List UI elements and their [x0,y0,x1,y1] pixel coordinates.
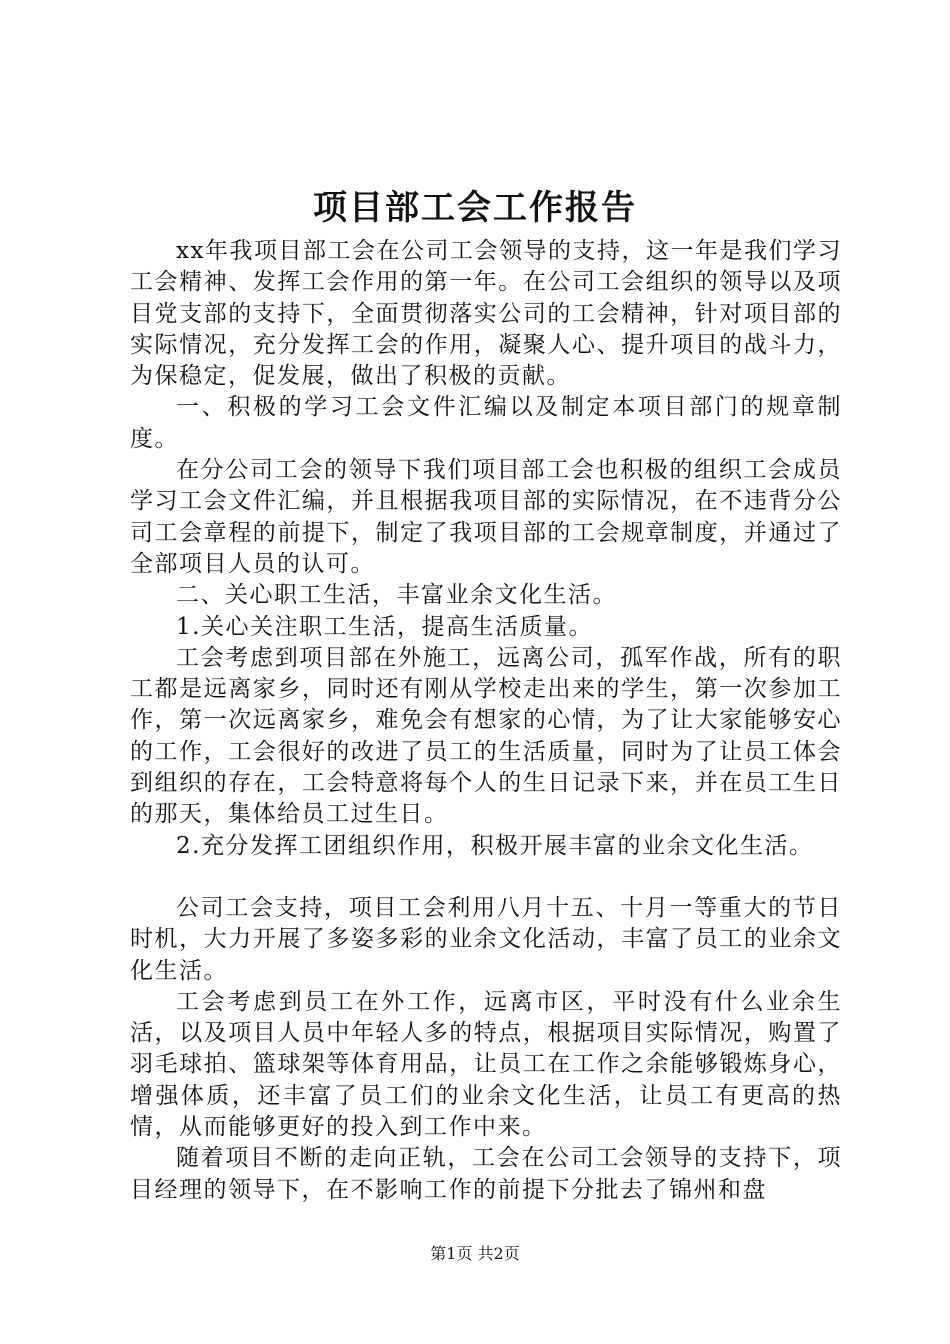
page-footer: 第1页 共2页 [430,1244,520,1263]
paragraph-rules: 在分公司工会的领导下我们项目部工会也积极的组织工会成员学习工会文件汇编，并且根据我项目部的实际情况，在不违背分公司工会章程的前提下，制定了我项目部的工会规章制度，并通过了全部项目人员的认可。 [130,457,842,577]
section-heading-2: 二、关心职工生活，丰富业余文化生活。 [176,582,617,609]
section-heading-1: 一、积极的学习工会文件汇编以及制定本项目部门的规章制度。 [130,394,842,452]
paragraph-living-quality: 工会考虑到项目部在外施工，远离公司，孤军作战，所有的职工都是远离家乡，同时还有刚从学校走出来的学生，第一次参加工作，第一次远离家乡，难免会有想家的心情，为了让大家能够安心的工作，工会很好的改进了员工的生活质量，同时为了让员工体会到组织的存在，工会特意将每个人的生日记录下来，并在员工生日的那天，集体给员工过生日。 [130,644,842,828]
paragraph-intro: xx年我项目部工会在公司工会领导的支持，这一年是我们学习工会精神、发挥工会作用的第一年。在公司工会组织的领导以及项目党支部的支持下，全面贯彻落实公司的工会精神，针对项目部的实际情况，充分发挥工会的作用，凝聚人心、提升项目的战斗力，为保稳定，促发展，做出了积极的贡献。 [130,238,842,390]
document-title: 项目部工会工作报告 [313,188,637,228]
paragraph-sports-equipment: 工会考虑到员工在外工作，远离市区，平时没有什么业余生活，以及项目人员中年轻人多的特点，根据项目实际情况，购置了羽毛球拍、篮球架等体育用品，让员工在工作之余能够锻炼身心，增强体质，还丰富了员工们的业余文化生活，让员工有更高的热情，从而能够更好的投入到工作中来。 [130,988,842,1141]
paragraph-festival-activities: 公司工会支持，项目工会利用八月十五、十月一等重大的节日时机，大力开展了多姿多彩的业余文化活动，丰富了员工的业余文化生活。 [130,894,842,984]
subsection-heading-1: 1.关心关注职工生活，提高生活质量。 [176,613,593,640]
subsection-heading-2: 2.充分发挥工团组织作用，积极开展丰富的业余文化生活。 [176,832,814,859]
paragraph-trips: 随着项目不断的走向正轨，工会在公司工会领导的支持下，项目经理的领导下，在不影响工作的前提下分批去了锦州和盘 [130,1145,842,1203]
document-body [130,236,842,1206]
